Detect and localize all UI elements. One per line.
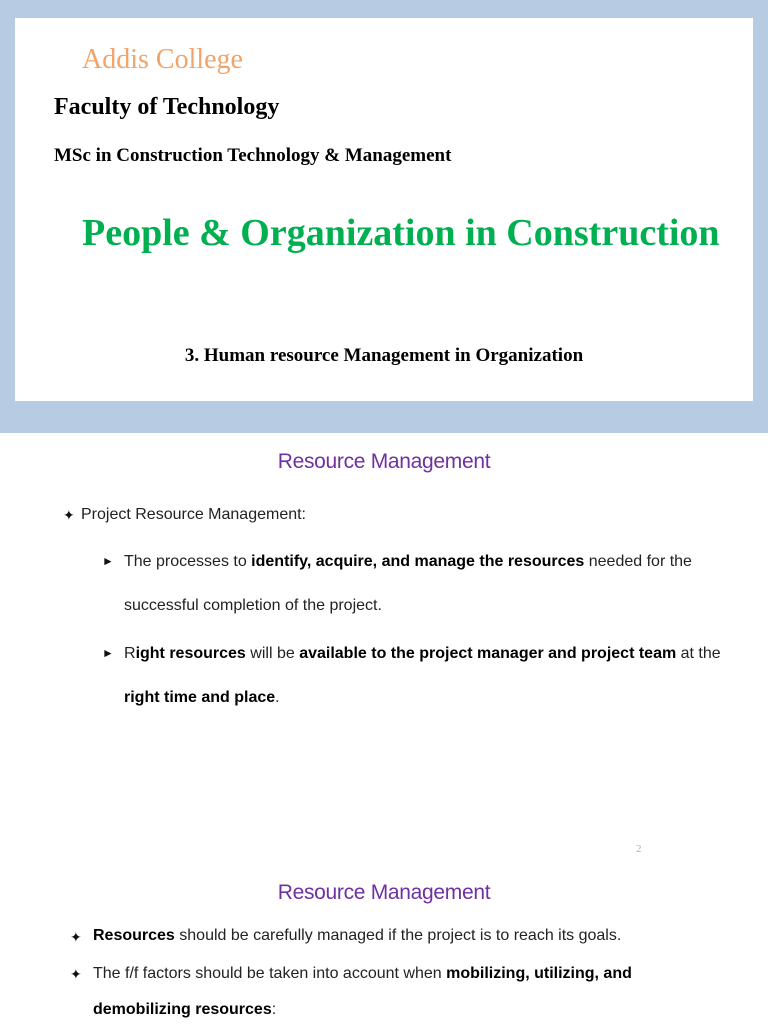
slide-title: Resource Management xyxy=(277,450,491,473)
bold-segment: ight resources xyxy=(135,645,246,662)
bullet-project-resource-management xyxy=(63,505,306,525)
text-segment: at the xyxy=(676,645,721,662)
resource-management-slide-1 xyxy=(0,433,768,867)
bullet-resources xyxy=(93,918,733,954)
college-name: Addis College xyxy=(82,44,243,75)
bold-segment: right time and place xyxy=(124,689,276,706)
sub-bullet-marker-2 xyxy=(102,643,122,663)
course-title: People & Organization in Construction xyxy=(82,212,720,254)
title-slide xyxy=(0,0,768,433)
star-bullet-marker-2 xyxy=(70,964,88,984)
bold-segment: identify, acquire, and manage the resources xyxy=(251,553,585,570)
text-segment: R xyxy=(124,645,136,662)
bullet-text: Project Resource Management: xyxy=(81,506,306,523)
text-segment: . xyxy=(275,689,280,706)
slide-title: Resource Management xyxy=(277,881,491,904)
triangle-bullet-icon: ► xyxy=(102,646,114,660)
star-bullet-icon: ✦ xyxy=(70,966,82,982)
bold-segment: available to the project manager and project team xyxy=(299,645,677,662)
star-bullet-marker-1 xyxy=(70,927,88,947)
bold-segment: Resources xyxy=(93,927,175,944)
faculty-name: Faculty of Technology xyxy=(54,94,280,120)
sub-bullet-right-resources xyxy=(124,632,744,720)
text-segment: The f/f factors should be taken into account when xyxy=(93,965,447,982)
text-segment: will be xyxy=(245,645,300,662)
text-segment: The processes to xyxy=(124,553,252,570)
title-slide-content xyxy=(15,18,753,401)
text-segment: needed for the successful completion of the project. xyxy=(124,553,692,614)
text-segment: should be carefully managed if the project is to reach its goals. xyxy=(174,927,622,944)
sub-bullet-processes xyxy=(124,540,744,628)
page-number: 2 xyxy=(636,843,642,855)
program-name: MSc in Construction Technology & Management xyxy=(54,145,452,166)
bold-segment: mobilizing, utilizing, and demobilizing resources xyxy=(93,965,632,1018)
star-bullet-icon: ✦ xyxy=(70,929,82,945)
text-segment: : xyxy=(271,1001,277,1018)
chapter-title: 3. Human resource Management in Organization xyxy=(184,345,584,366)
bullet-factors xyxy=(93,956,733,1028)
resource-management-slide-2 xyxy=(0,867,768,1024)
star-bullet-icon: ✦ xyxy=(63,507,75,523)
sub-bullet-marker-1 xyxy=(102,551,122,571)
triangle-bullet-icon: ► xyxy=(102,554,114,568)
